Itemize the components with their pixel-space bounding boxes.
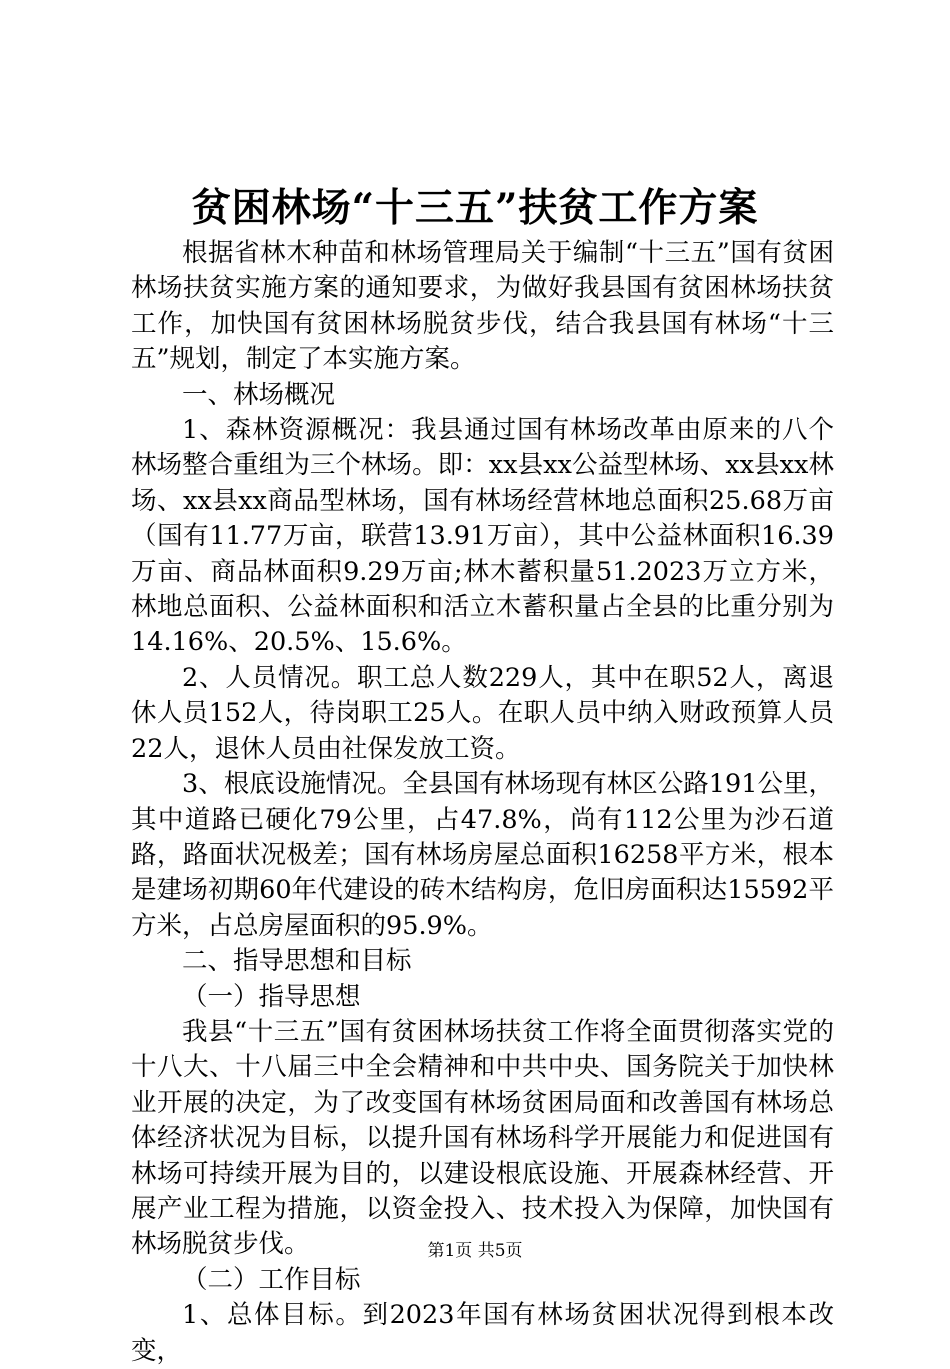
subheading-guiding-thought: （一）指导思想 bbox=[182, 981, 361, 1012]
document-title: 贫困林场“十三五”扶贫工作方案 bbox=[191, 185, 759, 231]
section-heading-overview: 一、林场概况 bbox=[182, 379, 336, 410]
staff-paragraph: 2、人员情况。职工总人数229人，其中在职52人，离退休人员152人，待岗职工25人。在职人员中纳入财政预算人员22人，退休人员由社保发放工资。 bbox=[131, 662, 834, 764]
overall-goal-paragraph: 1、总体目标。到2023年国有林场贫困状况得到根本改变， bbox=[131, 1300, 834, 1366]
infrastructure-paragraph: 3、根底设施情况。全县国有林场现有林区公路191公里，其中道路已硬化79公里，占47.8%，尚有112公里为沙石道路，路面状况极差；国有林场房屋总面积16258平方米，根本是建场初期60年代建设的砖木结构房，危旧房面积达15592平方米，占总房屋面积的95.9%。 bbox=[131, 769, 834, 941]
subheading-work-goals: （二）工作目标 bbox=[182, 1264, 361, 1295]
document-body bbox=[131, 236, 834, 1369]
intro-paragraph: 根据省林木种苗和林场管理局关于编制“十三五”国有贫困林场扶贫实施方案的通知要求，为做好我县国有贫困林场扶贫工作，加快国有贫困林场脱贫步伐，结合我县国有林场“十三五”规划，制定了本实施方案。 bbox=[131, 238, 834, 375]
page-footer: 第1页 共5页 bbox=[427, 1241, 523, 1261]
section-heading-guidance: 二、指导思想和目标 bbox=[182, 946, 412, 977]
forest-resources-paragraph: 1、森林资源概况：我县通过国有林场改革由原来的八个林场整合重组为三个林场。即：xx县xx公益型林场、xx县xx林场、xx县xx商品型林场，国有林场经营林地总面积25.68万亩（国有11.77万亩，联营13.91万亩），其中公益林面积16.39万亩、商品林面积9.29万亩;林木蓄积量51.2023万立方米，林地总面积、公益林面积和活立木蓄积量占全县的比重分别为14.16%、20.5%、15.6%。 bbox=[131, 415, 834, 658]
guiding-thought-paragraph: 我县“十三五”国有贫困林场扶贫工作将全面贯彻落实党的十八大、十八届三中全会精神和中共中央、国务院关于加快林业开展的决定，为了改变国有林场贫困局面和改善国有林场总体经济状况为目标，以提升国有林场科学开展能力和促进国有林场可持续开展为目的，以建设根底设施、开展森林经营、开展产业工程为措施，以资金投入、技术投入为保障，加快国有林场脱贫步伐。 bbox=[131, 1016, 834, 1260]
